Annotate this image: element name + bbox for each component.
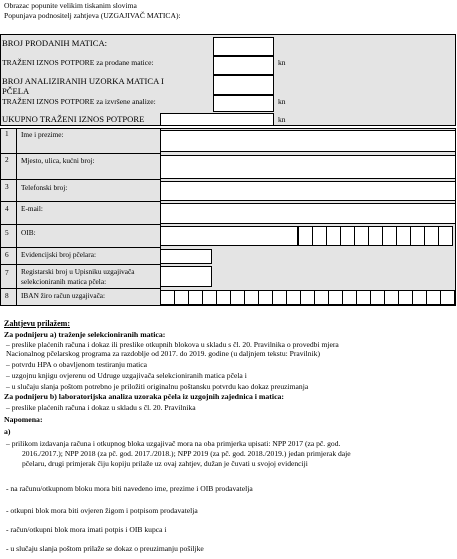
oib-digit-box[interactable] xyxy=(424,226,439,246)
currency-label: kn xyxy=(278,115,286,124)
analyzed-samples-field[interactable] xyxy=(213,75,274,95)
iban-digit-box[interactable] xyxy=(356,290,371,305)
iban-digit-box[interactable] xyxy=(412,290,427,305)
oib-digit-box[interactable] xyxy=(438,226,453,246)
iban-digit-box[interactable] xyxy=(202,290,217,305)
row-number: 1 xyxy=(0,128,17,154)
row-label: Registarski broj u Upisniku uzgajivača selekcioniranih matica pčela: xyxy=(16,264,161,289)
row-label: Mjesto, ulica, kućni broj: xyxy=(16,153,161,180)
analysis-support-field[interactable] xyxy=(213,95,274,112)
note-4: - račun/otkupni blok mora imati potpis i OIB kupca i xyxy=(6,525,167,534)
registry-number-field[interactable] xyxy=(160,266,212,287)
iban-digit-box[interactable] xyxy=(314,290,329,305)
oib-field[interactable] xyxy=(160,226,298,246)
oib-digit-box[interactable] xyxy=(396,226,411,246)
row-number: 8 xyxy=(0,288,17,306)
iban-digit-box[interactable] xyxy=(300,290,315,305)
analysis-support-label: TRAŽENI IZNOS POTPORE za izvršene analize: xyxy=(2,97,156,106)
address-field[interactable] xyxy=(160,155,456,179)
row-number: 3 xyxy=(0,179,17,202)
row-label: OIB: xyxy=(16,224,161,248)
iban-digit-box[interactable] xyxy=(272,290,287,305)
currency-label: kn xyxy=(278,58,286,67)
row-number: 2 xyxy=(0,153,17,180)
row-number: 6 xyxy=(0,247,17,265)
beekeeper-id-field[interactable] xyxy=(160,249,212,264)
applicant-heading: Popunjava podnositelj zahtjeva (UZGAJIVAČ MATICA): xyxy=(4,11,181,20)
oib-digit-box[interactable] xyxy=(382,226,397,246)
note-3: - otkupni blok mora biti ovjeren žigom i potpisom prodavatelja xyxy=(6,506,198,515)
oib-digit-box[interactable] xyxy=(312,226,327,246)
note-a2: – potvrdu HPA o obavljenom testiranju matica xyxy=(6,360,148,369)
row-number: 4 xyxy=(0,201,17,225)
iban-digit-box[interactable] xyxy=(244,290,259,305)
iban-digit-box[interactable] xyxy=(258,290,273,305)
currency-label: kn xyxy=(278,97,286,106)
total-support-label: UKUPNO TRAŽENI IZNOS POTPORE xyxy=(2,114,145,124)
row-label: E-mail: xyxy=(16,201,161,225)
note-1: – prilikom izdavanja računa i otkupnog bloka uzgajivač mora na oba primjerka upisati: NPP 2017 (za pč. god. xyxy=(6,439,341,448)
oib-digit-box[interactable] xyxy=(354,226,369,246)
row-label: Telefonski broj: xyxy=(16,179,161,202)
note-1-cont2: pčelaru, drugi primjerak čiju kopiju prilaže uz ovaj zahtjev, dužan je čuvati u svojoj evidenciji xyxy=(22,459,308,468)
row-label: Evidencijski broj pčelara: xyxy=(16,247,161,265)
iban-digit-box[interactable] xyxy=(328,290,343,305)
iban-digit-box[interactable] xyxy=(230,290,245,305)
row-number: 7 xyxy=(0,264,17,289)
sold-queens-field[interactable] xyxy=(213,37,274,56)
sold-queens-label: BROJ PRODANIH MATICA: xyxy=(2,38,108,48)
analyzed-samples-label-cont: PČELA xyxy=(2,86,30,96)
phone-field[interactable] xyxy=(160,181,456,201)
iban-digit-box[interactable] xyxy=(160,290,175,305)
sold-support-field[interactable] xyxy=(213,56,274,75)
name-field[interactable] xyxy=(160,130,456,152)
oib-digit-box[interactable] xyxy=(410,226,425,246)
total-support-field[interactable] xyxy=(160,113,274,126)
iban-digit-box[interactable] xyxy=(370,290,385,305)
iban-digit-box[interactable] xyxy=(398,290,413,305)
oib-digit-box[interactable] xyxy=(298,226,313,246)
oib-digit-box[interactable] xyxy=(340,226,355,246)
row-label: IBAN žiro račun uzgajivača: xyxy=(16,288,161,306)
sold-support-label: TRAŽENI IZNOS POTPORE za prodane matice: xyxy=(2,58,154,67)
instruction-line: Obrazac popunite velikim tiskanim slovima xyxy=(4,1,137,10)
note-2: - na računu/otkupnom bloku mora biti navedeno ime, prezime i OIB prodavatelja xyxy=(6,484,253,493)
iban-digit-box[interactable] xyxy=(440,290,455,305)
note-a4: – u slučaju slanja poštom potrebno je priložiti originalnu poštansku potvrdu kao dokaz preuzimanja xyxy=(6,382,309,391)
section-a-title: Za podnijeru a) traženje selekcioniranih matica: xyxy=(4,330,166,339)
row-number: 5 xyxy=(0,224,17,248)
iban-digit-box[interactable] xyxy=(286,290,301,305)
note-1-cont: 2016./2017.); NPP 2018 (za pč. god. 2017./2018.); NPP 2019 (za pč. god. 2018./2019.) jedan primjerak daje xyxy=(22,449,351,458)
note-a1: – preslike plaćenih računa i dokaz ili preslike otkupnih blokova u skladu s čl. 20. Pravilnika o provedbi mjera xyxy=(6,340,339,349)
section-b-title: Za podnijeru b) laboratorijska analiza uzoraka pčela iz uzgojnih zajednica i matica: xyxy=(4,392,285,401)
note-b1: – preslike plaćenih računa i dokaz u skladu s čl. 20. Pravilnika xyxy=(6,403,196,412)
iban-digit-box[interactable] xyxy=(216,290,231,305)
note-a1-cont: Nacionalnog pčelarskog programa za razdoblje od 2017. do 2019. godine (u daljnjem tekstu: Pravilnik) xyxy=(6,349,321,358)
oib-digit-box[interactable] xyxy=(326,226,341,246)
note-a-marker: a) xyxy=(4,427,11,436)
oib-digit-box[interactable] xyxy=(368,226,383,246)
analyzed-samples-label: BROJ ANALIZIRANIH UZORKA MATICA I xyxy=(2,76,164,86)
iban-digit-box[interactable] xyxy=(174,290,189,305)
note-a3: – uzgojnu knjigu ovjerenu od Udruge uzgajivača selekcioniranih matica pčela i xyxy=(6,371,247,380)
email-field[interactable] xyxy=(160,203,456,224)
iban-digit-box[interactable] xyxy=(426,290,441,305)
note-5: - u slučaju slanja poštom prilaže se dokaz o preuzimanju pošiljke xyxy=(6,544,204,553)
iban-digit-box[interactable] xyxy=(342,290,357,305)
note-title: Napomena: xyxy=(4,415,43,424)
attachments-title: Zahtjevu prilažem: xyxy=(4,319,70,328)
row-label: Ime i prezime: xyxy=(16,128,161,154)
iban-digit-box[interactable] xyxy=(188,290,203,305)
iban-digit-box[interactable] xyxy=(384,290,399,305)
